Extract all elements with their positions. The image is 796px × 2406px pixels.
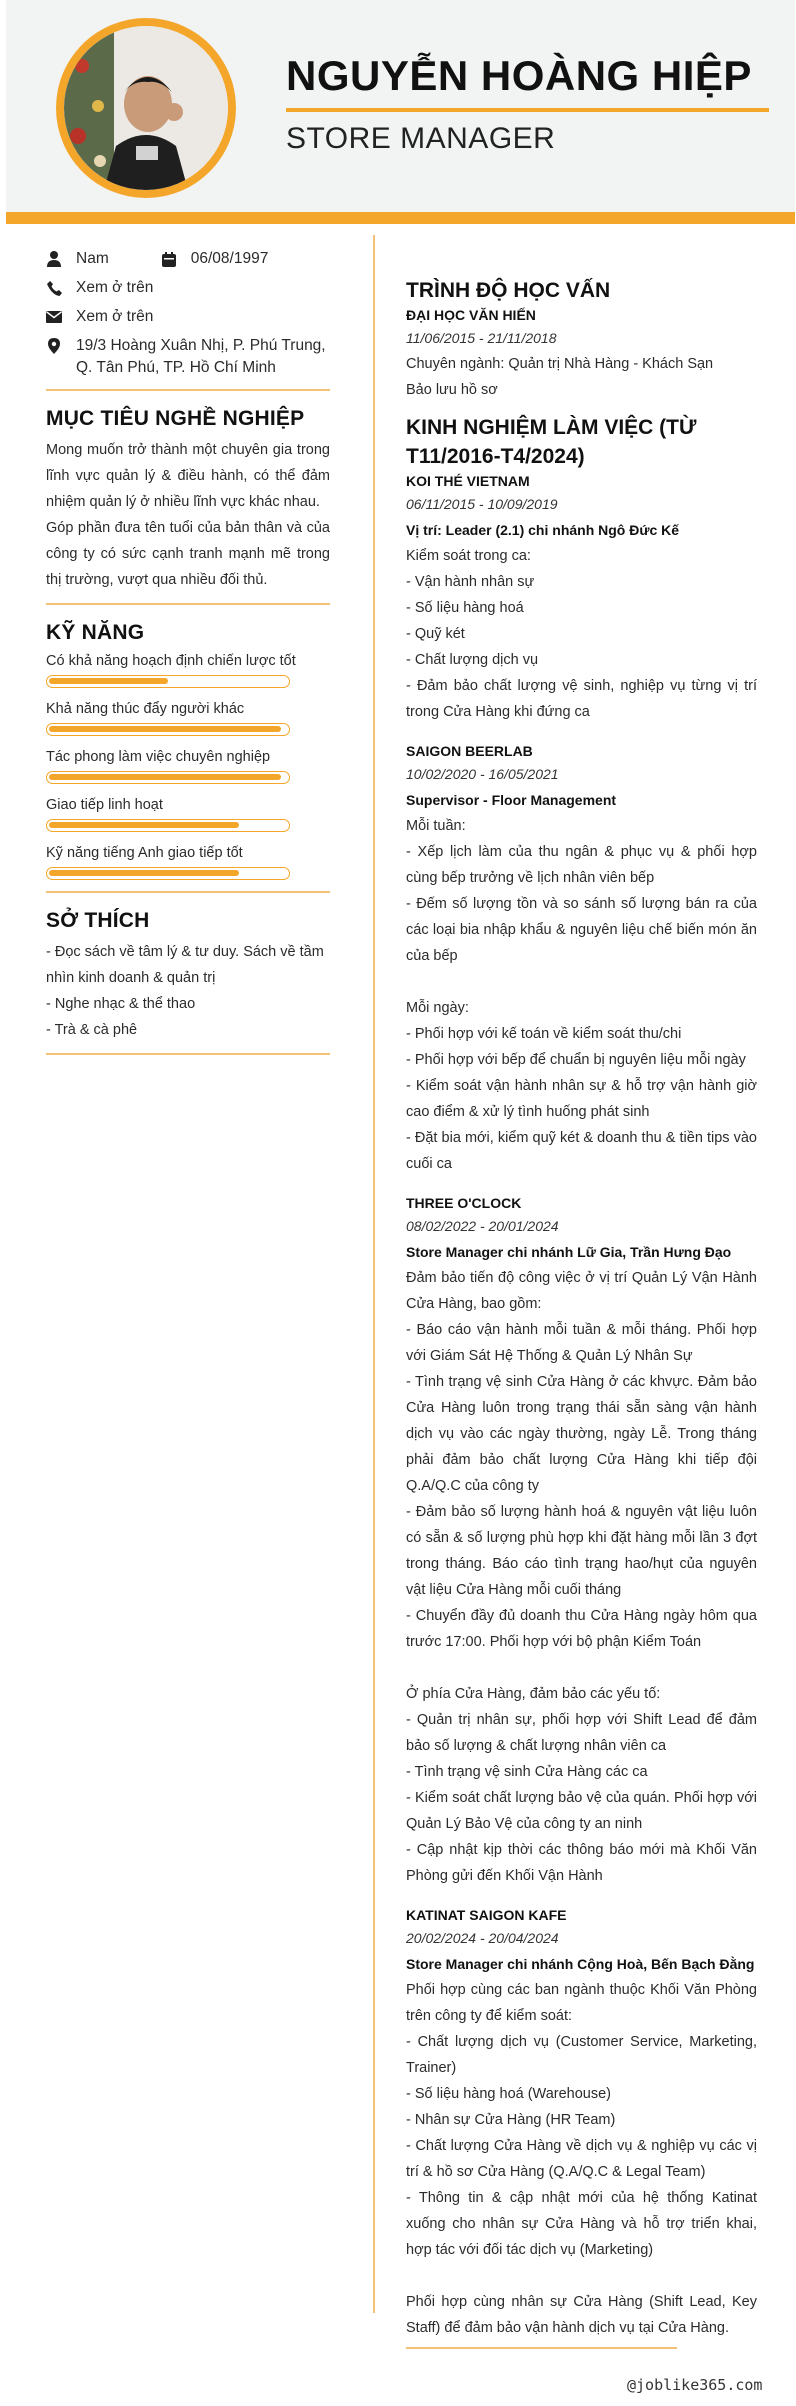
job-detail-line: - Đặt bia mới, kiểm quỹ két & doanh thu & tiền tips vào cuối ca — [406, 1130, 757, 1172]
skills-list — [46, 651, 330, 880]
hobby-item: - Đọc sách về tâm lý & tư duy. Sách về tầm nhìn kinh doanh & quản trị — [46, 944, 324, 986]
job-detail-line: - Thông tin & cập nhật mới của hệ thống Katinat xuống cho nhân sự Cửa Hàng và hỗ trợ triển khai, hợp tác với đối tác dịch vụ (Marketing) — [406, 2190, 757, 2258]
job-detail-line: Ở phía Cửa Hàng, đảm bảo các yếu tố: — [406, 1686, 661, 1702]
job-block — [406, 1905, 757, 2341]
candidate-role: STORE MANAGER — [286, 122, 556, 155]
right-column — [406, 276, 757, 2349]
education-school: ĐẠI HỌC VĂN HIẾN — [406, 307, 536, 323]
job-detail-line: - Chuyển đầy đủ doanh thu Cửa Hàng ngày hôm qua trước 17:00. Phối hợp với bộ phận Kiểm Toán — [406, 1608, 757, 1650]
map-pin-icon — [46, 337, 62, 355]
job-detail-line: - Tình trạng vệ sinh Cửa Hàng các ca — [406, 1764, 648, 1780]
objective-paragraph-1: Mong muốn trở thành một chuyên gia trong lĩnh vực quản lý & điều hành, có thể đảm nhiệm quản lý ở nhiều lĩnh vực khác nhau. — [46, 442, 330, 510]
job-detail-line: - Quản trị nhân sự, phối hợp với Shift Lead để đảm bảo số lượng & chất lượng nhân viên ca — [406, 1712, 757, 1754]
job-detail-line: Phối hợp cùng các ban ngành thuộc Khối Văn Phòng trên công ty để kiểm soát: — [406, 1982, 757, 2024]
job-detail-line: - Kiểm soát vận hành nhân sự & hỗ trợ vận hành giờ cao điểm & xử lý tình huống phát sinh — [406, 1078, 757, 1120]
skill-item — [46, 795, 330, 832]
gender-birth-row — [46, 248, 330, 270]
job-position: Store Manager chi nhánh Lữ Gia, Trần Hưng Đạo — [406, 1244, 732, 1260]
education-status: Bảo lưu hồ sơ — [406, 382, 498, 398]
hobby-item: - Nghe nhạc & thể thao — [46, 996, 196, 1012]
job-detail-line: - Cập nhật kịp thời các thông báo mới mà Khối Văn Phòng gửi đến Khối Vận Hành — [406, 1842, 757, 1884]
job-dates: 08/02/2022 - 20/01/2024 — [406, 1218, 559, 1234]
gender-value: Nam — [76, 250, 109, 267]
divider — [406, 2347, 677, 2349]
skill-bar — [46, 675, 290, 688]
job-company: KATINAT SAIGON KAFE — [406, 1907, 567, 1923]
address-row — [46, 335, 330, 379]
spacer — [406, 1655, 757, 1681]
envelope-icon — [46, 308, 62, 326]
email-row — [46, 306, 330, 328]
job-detail-line: - Số liệu hàng hoá — [406, 600, 524, 616]
job-detail-line: - Chất lượng dịch vụ (Customer Service, Marketing, Trainer) — [406, 2034, 757, 2076]
job-detail-line: Phối hợp cùng nhân sự Cửa Hàng (Shift Lead, Key Staff) để đảm bảo vận hành dịch vụ tại Cửa Hàng. — [406, 2294, 757, 2336]
birthdate-value: 06/08/1997 — [190, 250, 269, 267]
education-major: Chuyên ngành: Quản trị Nhà Hàng - Khách Sạn — [406, 356, 714, 372]
job-detail-line: Mỗi ngày: — [406, 1000, 469, 1016]
phone-value: Xem ở trên — [76, 279, 154, 296]
skill-item — [46, 843, 330, 880]
job-detail-line: Kiểm soát trong ca: — [406, 548, 531, 564]
job-detail-line: - Xếp lịch làm của thu ngân & phục vụ & phối hợp cùng bếp trưởng về lịch nhân viên bếp — [406, 844, 757, 886]
job-detail-line: Đảm bảo tiến độ công việc ở vị trí Quản Lý Vận Hành Cửa Hàng, bao gồm: — [406, 1270, 757, 1312]
job-company: THREE O'CLOCK — [406, 1195, 522, 1211]
job-position: Supervisor - Floor Management — [406, 792, 617, 808]
name-underline — [286, 108, 769, 112]
job-block — [406, 741, 757, 1177]
calendar-icon — [161, 250, 177, 268]
phone-row — [46, 277, 330, 299]
divider — [46, 891, 330, 893]
email-value: Xem ở trên — [76, 308, 154, 325]
left-column — [46, 248, 330, 1071]
job-detail-line: - Chất lượng Cửa Hàng về dịch vụ & nghiệp vụ các vị trí & hồ sơ Cửa Hàng (Q.A/Q.C & Legal Team) — [406, 2138, 757, 2180]
job-detail-line: - Chất lượng dịch vụ — [406, 652, 539, 668]
job-block — [406, 471, 757, 725]
watermark: @joblike365.com — [627, 2376, 763, 2394]
job-detail-line: - Quỹ két — [406, 626, 465, 642]
education-title: TRÌNH ĐỘ HỌC VẤN — [406, 279, 611, 302]
job-block — [406, 1193, 757, 1889]
avatar-photo — [64, 26, 228, 190]
job-position: Store Manager chi nhánh Cộng Hoà, Bến Bạch Đằng — [406, 1956, 755, 1972]
hobby-item: - Trà & cà phê — [46, 1022, 138, 1038]
job-detail-line: - Đảm bảo chất lượng vệ sinh, nghiệp vụ từng vị trí trong Cửa Hàng khi đứng ca — [406, 678, 757, 720]
skill-bar-fill — [49, 774, 281, 780]
skill-bar — [46, 819, 290, 832]
skill-bar — [46, 867, 290, 880]
header-accent-bar — [6, 212, 795, 224]
job-detail-line: - Vận hành nhân sự — [406, 574, 535, 590]
skill-label: Tác phong làm việc chuyên nghiệp — [46, 749, 271, 765]
skill-bar-fill — [49, 726, 281, 732]
skill-item — [46, 699, 330, 736]
skill-bar — [46, 723, 290, 736]
skill-label: Có khả năng hoạch định chiến lược tốt — [46, 653, 296, 669]
objective-paragraph-2: Góp phần đưa tên tuổi của bản thân và của công ty có sức cạnh tranh mạnh mẽ trong thị trường, vượt qua nhiều đối thủ. — [46, 520, 330, 588]
skill-item — [46, 747, 330, 784]
job-dates: 20/02/2024 - 20/04/2024 — [406, 1930, 559, 1946]
job-detail-line: - Đảm bảo số lượng hành hoá & nguyên vật liệu luôn có sẵn & số lượng phù hợp khi đặt hàng mỗi lần 3 đợt trong tháng. Báo cáo tình trạng hao/hụt của nguyên vật liệu Cửa Hàng mỗi cuối tháng — [406, 1504, 757, 1598]
skill-label: Kỹ năng tiếng Anh giao tiếp tốt — [46, 845, 243, 861]
spacer — [406, 2263, 757, 2289]
avatar — [64, 26, 228, 190]
job-position: Vị trí: Leader (2.1) chi nhánh Ngô Đức Kế — [406, 522, 680, 538]
job-detail-line: - Kiểm soát chất lượng bảo vệ của quán. Phối hợp với Quản Lý Bảo Vệ của công ty an ninh — [406, 1790, 757, 1832]
divider — [46, 389, 330, 391]
education-dates: 11/06/2015 - 21/11/2018 — [406, 330, 557, 346]
person-icon — [46, 250, 62, 268]
job-detail-line: - Phối hợp với kế toán về kiểm soát thu/chi — [406, 1026, 682, 1042]
address-value: 19/3 Hoàng Xuân Nhị, P. Phú Trung, Q. Tân Phú, TP. Hồ Chí Minh — [76, 337, 326, 376]
skill-bar-fill — [49, 678, 168, 684]
skill-label: Giao tiếp linh hoạt — [46, 797, 163, 813]
job-detail-line: - Báo cáo vận hành mỗi tuần & mỗi tháng. Phối hợp với Giám Sát Hệ Thống & Quản Lý Nhân Sự — [406, 1322, 757, 1364]
skill-bar — [46, 771, 290, 784]
skills-title: KỸ NĂNG — [46, 621, 145, 644]
divider — [46, 603, 330, 605]
experience-title: KINH NGHIỆM LÀM VIỆC (TỪ T11/2016-T4/2024) — [406, 416, 697, 468]
skill-label: Khả năng thúc đẩy người khác — [46, 701, 245, 717]
job-detail-line: - Nhân sự Cửa Hàng (HR Team) — [406, 2112, 616, 2128]
skill-item — [46, 651, 330, 688]
spacer — [406, 969, 757, 995]
job-detail-line: Mỗi tuần: — [406, 818, 466, 834]
column-divider — [373, 235, 375, 2313]
job-detail-line: - Tình trạng vệ sinh Cửa Hàng ở các khvực. Đảm bảo Cửa Hàng luôn trong trạng thái sẵn sàng vận hành dịch vụ vào các ngày thường, ngày Lễ. Trong tháng phải đảm bảo chất lượng Cửa Hàng khi tiếp đội Q.A/Q.C của công ty — [406, 1374, 757, 1494]
phone-icon — [46, 279, 62, 297]
jobs-list — [406, 471, 757, 2341]
divider — [46, 1053, 330, 1055]
job-company: KOI THÉ VIETNAM — [406, 473, 530, 489]
skill-bar-fill — [49, 870, 239, 876]
job-dates: 06/11/2015 - 10/09/2019 — [406, 496, 558, 512]
job-dates: 10/02/2020 - 16/05/2021 — [406, 766, 559, 782]
skill-bar-fill — [49, 822, 239, 828]
job-detail-line: - Phối hợp với bếp để chuẩn bị nguyên liệu mỗi ngày — [406, 1052, 746, 1068]
hobbies-title: SỞ THÍCH — [46, 909, 150, 932]
objective-title: MỤC TIÊU NGHỀ NGHIỆP — [46, 407, 305, 430]
job-detail-line: - Số liệu hàng hoá (Warehouse) — [406, 2086, 611, 2102]
job-detail-line: - Đếm số lượng tồn và so sánh số lượng bán ra của các loại bia nhập khẩu & nguyên liệu chế biến món ăn của bếp — [406, 896, 757, 964]
resume-page — [6, 0, 795, 2406]
candidate-name: NGUYỄN HOÀNG HIỆP — [286, 52, 752, 99]
job-company: SAIGON BEERLAB — [406, 743, 533, 759]
